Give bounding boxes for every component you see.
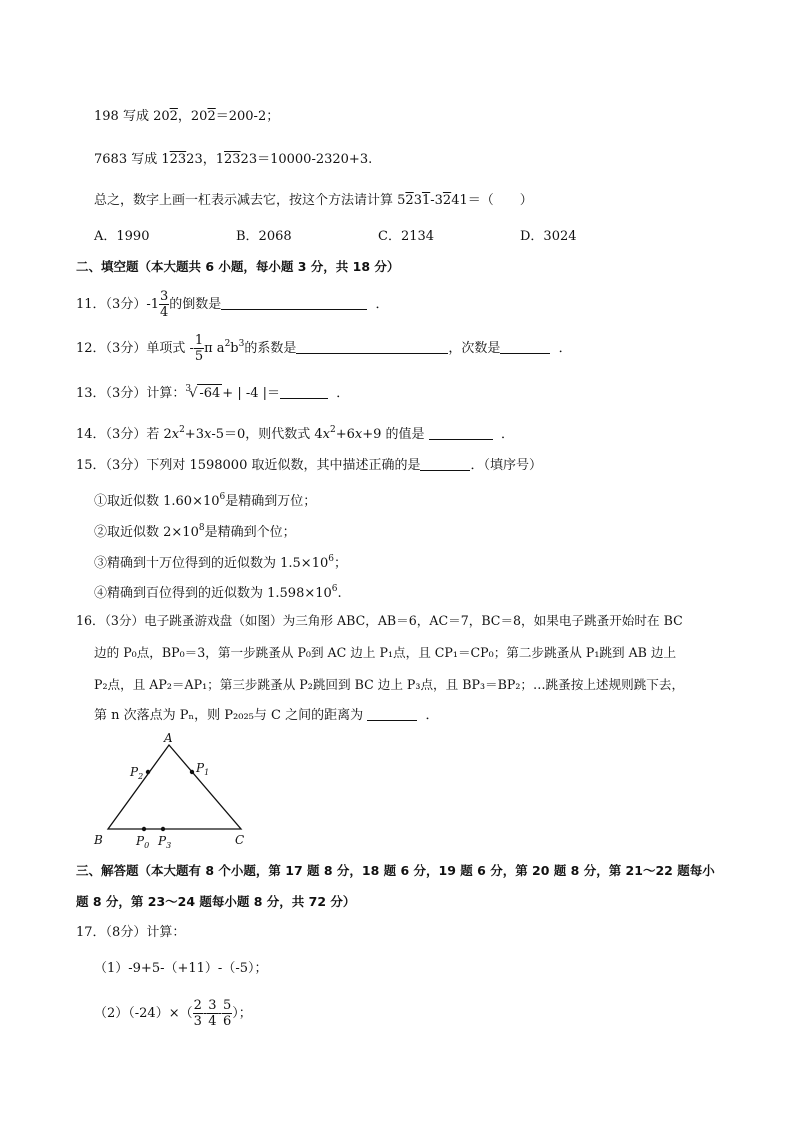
answer-blank-degree [500, 341, 550, 354]
label-p1: $P_1$ [196, 761, 210, 777]
answer-blank [429, 427, 493, 440]
q15-item-1: ①取近似数 $1.60\times 10^6$是精确到万位； [94, 492, 317, 509]
option-c: C．2134 [378, 229, 435, 244]
q14: 14．（3分）若 $2x^2+3x-5=0$，则代数式 $4x^2+6x+9$ 的值是 ． [76, 425, 514, 442]
option-b: B．2068 [236, 229, 292, 244]
q15-item-3: ③精确到十万位得到的近似数为 $1.5\times 10^6$； [94, 554, 347, 571]
answer-blank [420, 458, 470, 471]
q15-stem: 15．（3分）下列对 1598000 取近似数，其中描述正确的是 ．（填序号） [76, 458, 542, 473]
q10-options [94, 228, 662, 246]
point-p0 [142, 827, 146, 831]
q11: 11．（3分）-1 $\frac{3}{4}$ 的倒数是 ． [76, 289, 389, 320]
point-p2 [146, 770, 150, 774]
point-p3 [161, 827, 165, 831]
q10-example-1: 198 写成 202，202＝200-2； [94, 109, 280, 124]
q16-line-3: P₂点，且 AP₂＝AP₁；第三步跳蚤从 P₂跳回到 BC 边上 P₃点，且 BP₃＝BP₂；…跳蚤按上述规则跳下去， [94, 677, 685, 692]
section-3-title-line-1: 三、解答题（本大题有 8 个小题，第 17 题 8 分，18 题 6 分，19 题 6 分，第 20 题 8 分，第 21～22 题每小 [76, 863, 715, 878]
answer-blank [367, 708, 417, 721]
section-2-title: 二、填空题（本大题共 6 小题，每小题 3 分，共 18 分） [76, 259, 400, 274]
answer-blank-coefficient [296, 341, 448, 354]
label-p0: $P_0$ [136, 834, 150, 850]
q16-line-4: 第 n 次落点为 Pₙ，则 P₂₀₂₅与 C 之间的距离为 ． [94, 708, 439, 723]
q17-part-1: （1）-9+5-（+11）-（-5）； [94, 961, 268, 976]
label-a: A [164, 731, 173, 745]
answer-blank [221, 297, 367, 310]
q15-item-4: ④精确到百位得到的近似数为 $1.598\times 10^6$. [94, 584, 342, 601]
label-p3: $P_3$ [158, 834, 172, 850]
label-p2: $P_2$ [130, 765, 144, 781]
q15-item-2: ②取近似数 $2\times 10^8$是精确到个位； [94, 523, 296, 540]
option-d: D．3024 [520, 229, 577, 244]
q10-stem: 总之，数字上画一杠表示减去它，按这个方法请计算 5231-3241＝（ ） [94, 193, 533, 208]
triangle-figure [90, 728, 260, 853]
q17-stem: 17．（8分）计算： [76, 925, 186, 940]
q16-line-1: 16．（3分）电子跳蚤游戏盘（如图）为三角形 ABC，AB＝6，AC＝7，BC＝8，如果电子跳蚤开始时在 BC [76, 613, 683, 628]
q13: 13．（3分）计算：$^3$√ -64 + | -4 |＝ ． [76, 384, 350, 401]
answer-blank [280, 386, 328, 399]
point-p1 [190, 770, 194, 774]
option-a: A．1990 [94, 229, 150, 244]
label-c: C [235, 833, 245, 847]
label-b: B [94, 833, 103, 847]
q16-line-2: 边的 P₀点，BP₀＝3，第一步跳蚤从 P₀到 AC 边上 P₁点，且 CP₁＝CP₀；第二步跳蚤从 P₁跳到 AB 边上 [94, 645, 677, 660]
triangle-abc [108, 745, 241, 829]
section-3-title-line-2: 题 8 分，第 23～24 题每小题 8 分，共 72 分） [76, 894, 356, 909]
q12: 12．（3分）单项式 - $\frac{1}{5}$ π $a^2b^3$的系数是 ，次数是 ． [76, 333, 572, 364]
q10-example-2: 7683 写成 12323，12323＝10000-2320+3. [94, 152, 373, 167]
q17-part-2: （2）（-24）×（ $\frac{2}{3}$ - $\frac{3}{4}$ - $\frac{5}{6}$ ）； [94, 998, 252, 1029]
